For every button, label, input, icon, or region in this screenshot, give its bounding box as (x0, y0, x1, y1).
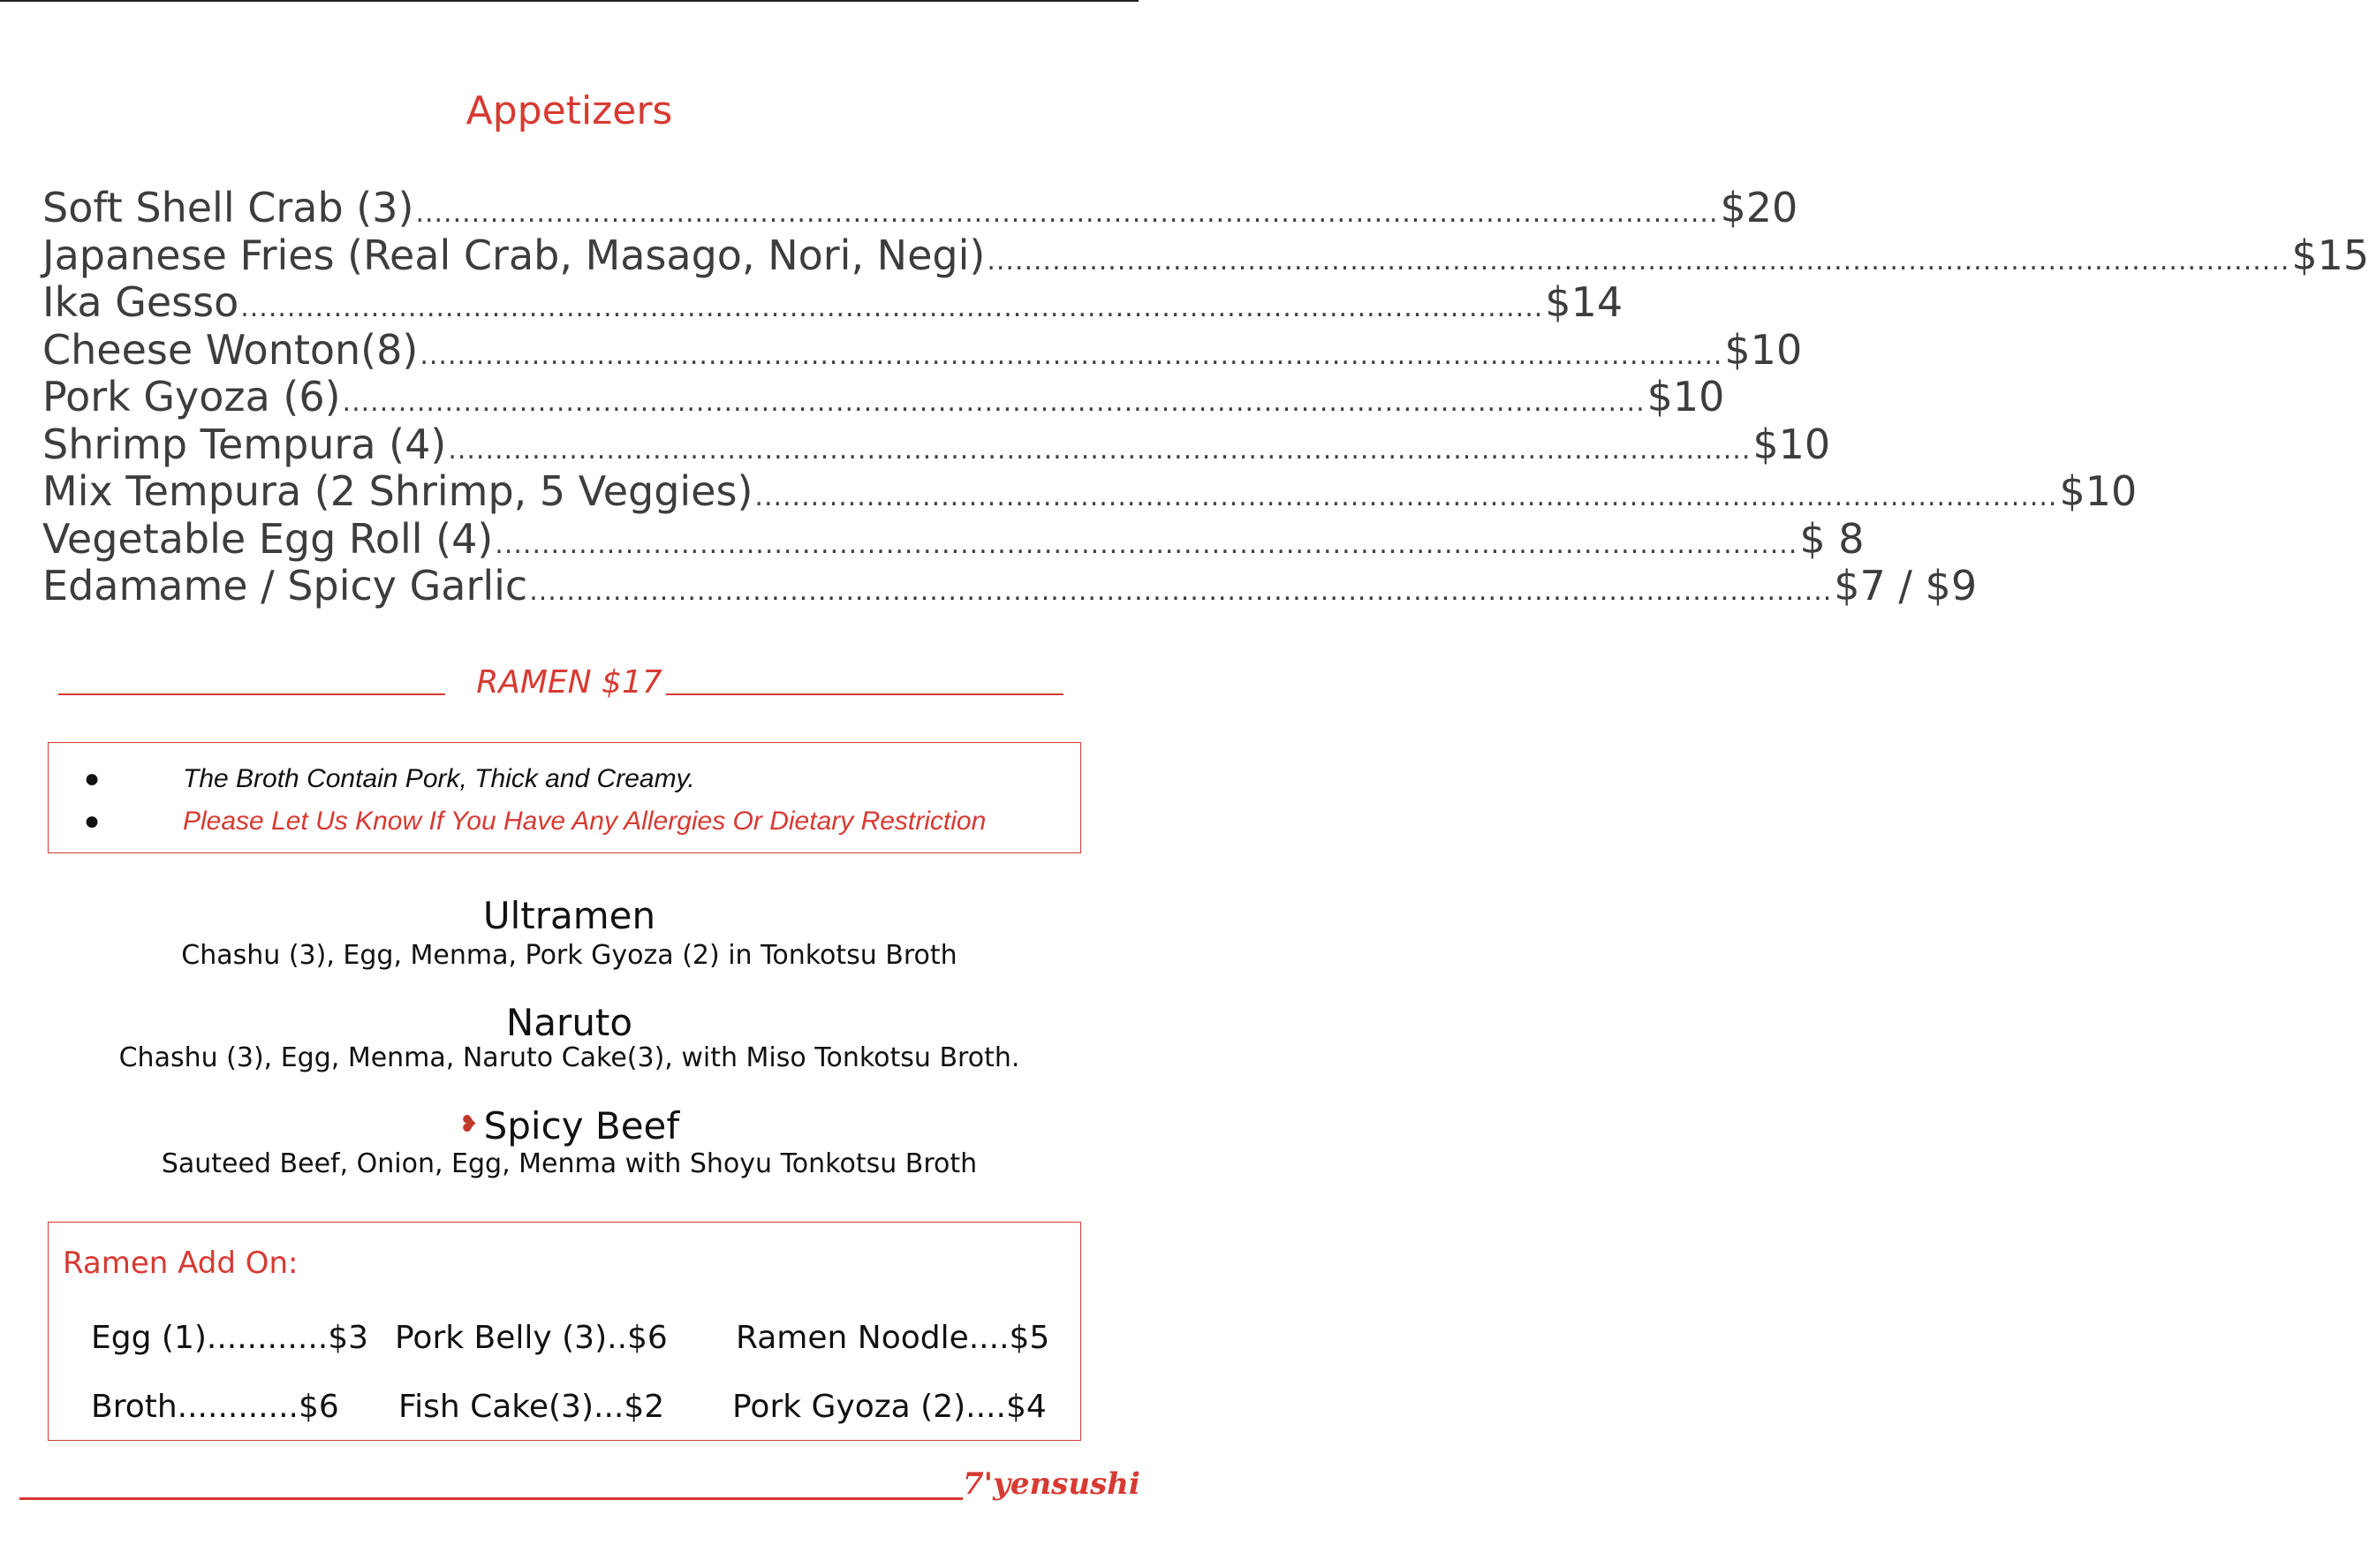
menu-item-price: $7 / $9 (1834, 562, 1978, 610)
menu-item-price: $15 (2291, 231, 2369, 279)
menu-item-price: $ 8 (1799, 514, 1865, 563)
dot-leader: ............................................................................................................................................ (754, 481, 2058, 512)
menu-item (42, 278, 1623, 326)
menu-item (42, 325, 1803, 374)
ramen-rule-right (666, 693, 1063, 695)
dot-leader: ............................................................................................................................................ (415, 198, 1719, 229)
ramen-item-ultramen (0, 894, 1139, 973)
ramen-name: Spicy Beef (483, 1104, 680, 1148)
menu-item-name: Ika Gesso (42, 278, 239, 326)
addon-item: Pork Belly (3)..$6 (395, 1320, 668, 1356)
menu-item-price: $10 (1752, 420, 1831, 468)
note-text: The Broth Contain Pork, Thick and Creamy. (183, 764, 695, 793)
dot-leader: ............................................................................................................................................ (240, 292, 1544, 323)
menu-item-price: $10 (2059, 467, 2138, 515)
addon-item: Pork Gyoza (2)....$4 (732, 1389, 1047, 1425)
ramen-description: Sauteed Beef, Onion, Egg, Menma with Shoyu Tonkotsu Broth (161, 1148, 978, 1179)
ramen-description: Chashu (3), Egg, Menma, Pork Gyoza (2) in Tonkotsu Broth (181, 940, 957, 971)
ramen-name: Naruto (505, 1001, 633, 1044)
ramen-notes-box (48, 742, 1081, 853)
dot-leader: ............................................................................................................................................ (448, 434, 1752, 466)
menu-item-name: Mix Tempura (2 Shrimp, 5 Veggies) (42, 467, 753, 515)
appetizer-list (42, 184, 2369, 610)
chili-pepper-icon: ❥ (458, 1111, 479, 1138)
menu-item-price: $14 (1545, 278, 1623, 326)
ramen-description: Chashu (3), Egg, Menma, Naruto Cake(3), with Miso Tonkotsu Broth. (118, 1042, 1020, 1073)
menu-item-name: Edamame / Spicy Garlic (42, 562, 528, 610)
menu-item-name: Vegetable Egg Roll (4) (42, 514, 494, 563)
menu-item-name: Soft Shell Crab (3) (42, 184, 414, 231)
addon-item: Ramen Noodle....$5 (736, 1320, 1050, 1356)
menu-item (42, 184, 1798, 231)
menu-item (42, 373, 1725, 420)
ramen-item-naruto (0, 1001, 1139, 1072)
addon-item: Broth............$6 (91, 1389, 339, 1425)
menu-item-name: Pork Gyoza (6) (42, 373, 341, 420)
menu-item-name: Shrimp Tempura (4) (42, 420, 447, 468)
top-border (0, 0, 1139, 2)
ramen-item-spicy-beef (0, 1102, 1139, 1180)
bullet-icon: ● (84, 807, 101, 836)
menu-item-price: $10 (1646, 373, 1725, 420)
addon-item: Fish Cake(3)...$2 (398, 1389, 665, 1425)
brand-signature: 7'yensushi (963, 1466, 1140, 1502)
menu-item (42, 514, 1865, 563)
dot-leader: ............................................................................................................................................ (342, 387, 1646, 418)
menu-item-price: $10 (1724, 325, 1803, 374)
bullet-icon: ● (84, 764, 101, 793)
dot-leader: ............................................................................................................................................ (420, 339, 1723, 371)
appetizers-title: Appetizers (465, 88, 673, 133)
menu-item-price: $20 (1720, 184, 1798, 231)
ramen-addon-box (48, 1222, 1081, 1441)
allergy-note-text: Please Let Us Know If You Have Any Allergies Or Dietary Restriction (183, 807, 987, 836)
menu-item-name: Cheese Wonton(8) (42, 325, 419, 374)
dot-leader: ............................................................................................................................................ (495, 528, 1798, 560)
menu-item-name: Japanese Fries (Real Crab, Masago, Nori, Negi) (42, 231, 986, 279)
addon-title: Ramen Add On: (63, 1246, 299, 1281)
menu-item (42, 420, 1831, 468)
ramen-heading: RAMEN $17 (476, 664, 662, 701)
menu-item (42, 231, 2369, 279)
menu-item (42, 467, 2138, 515)
bottom-rule (19, 1497, 963, 1500)
ramen-name-row (0, 1102, 1139, 1148)
addon-item: Egg (1)............$3 (91, 1320, 369, 1356)
menu-item (42, 562, 1978, 610)
dot-leader: ............................................................................................................................................ (987, 245, 2290, 276)
dot-leader: ............................................................................................................................................ (529, 576, 1833, 607)
ramen-name: Ultramen (482, 894, 656, 937)
